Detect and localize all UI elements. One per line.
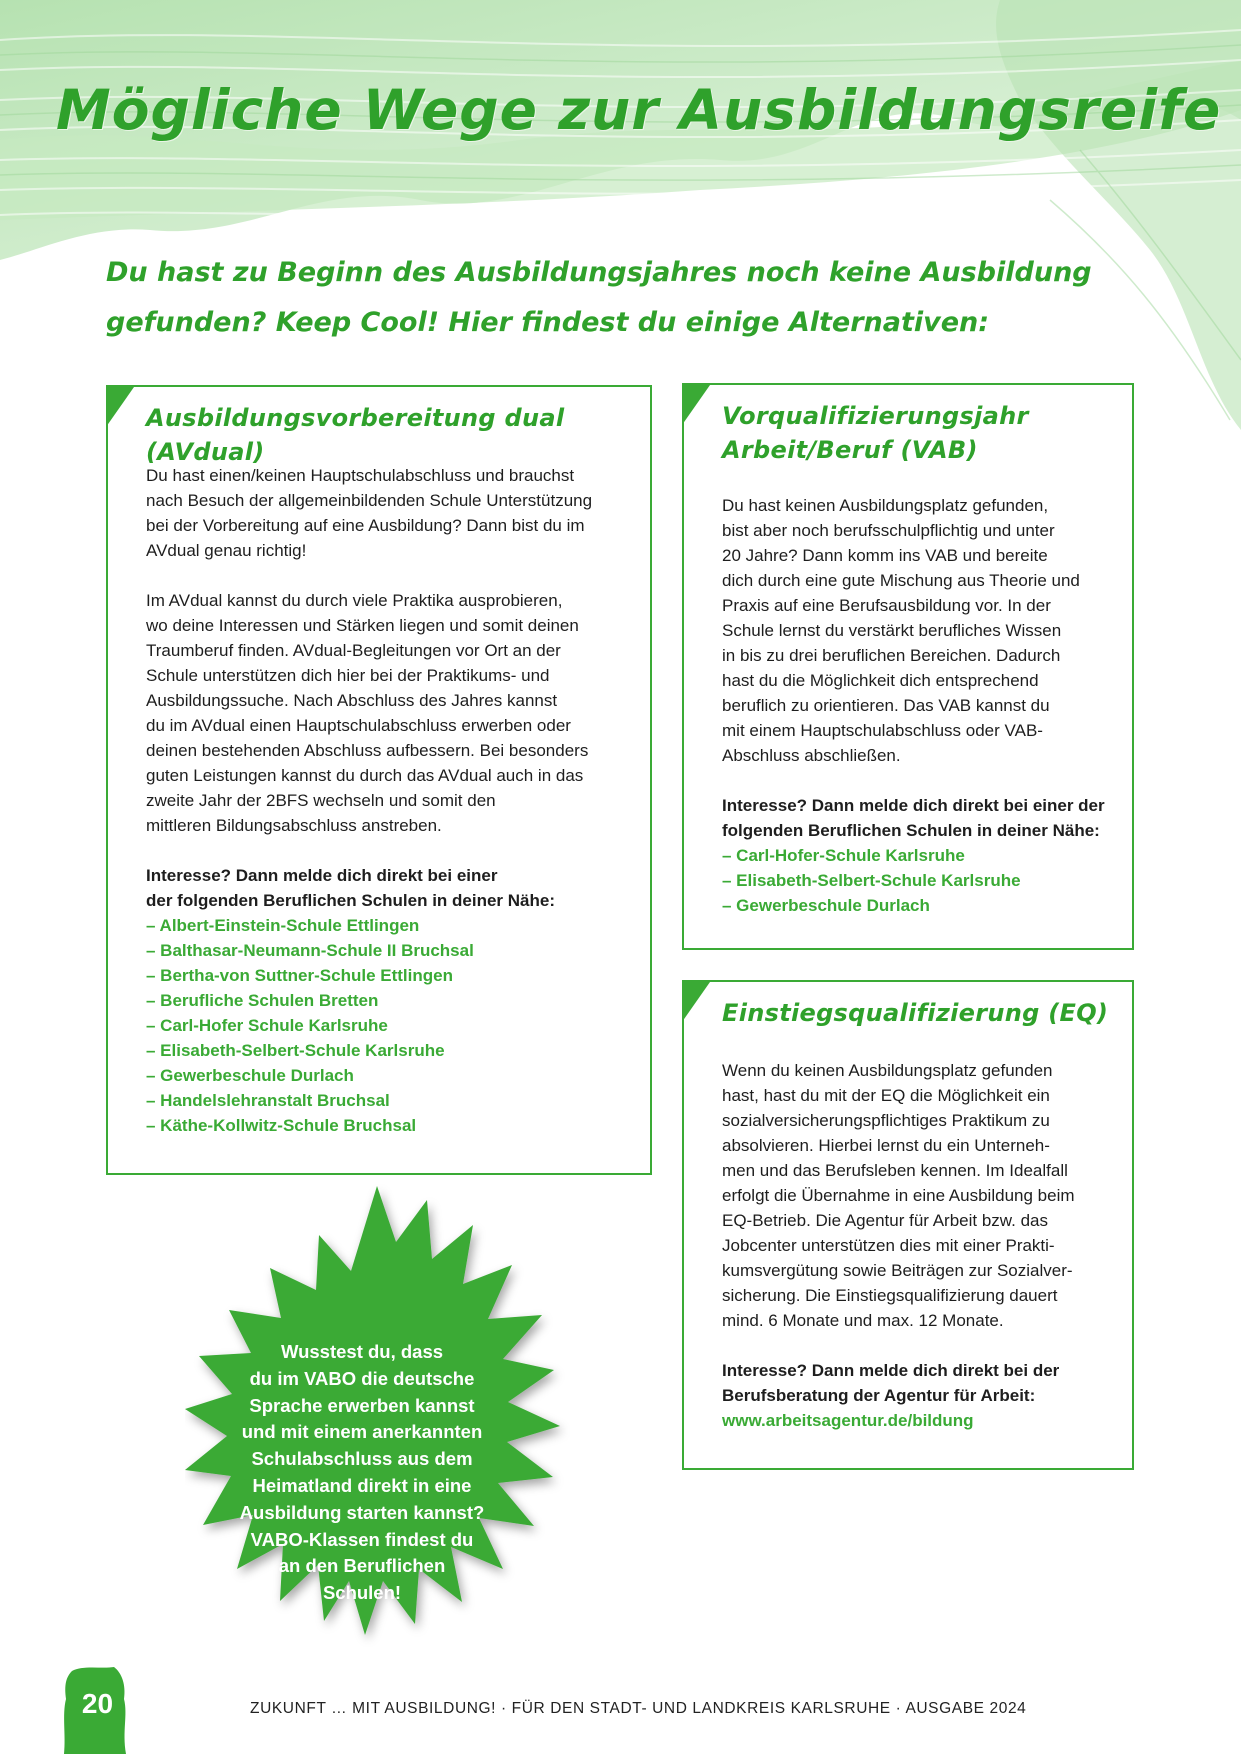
avdual-contact-prompt — [146, 863, 636, 913]
text-line: bei der Vorbereitung auf eine Ausbildung? Dann bist du im — [146, 516, 585, 535]
text-line: Abschluss abschließen. — [722, 746, 901, 765]
text-line: kumsvergütung sowie Beiträgen zur Sozialver- — [722, 1261, 1073, 1280]
text-line: absolvieren. Hierbei lernst du ein Unterneh- — [722, 1136, 1050, 1155]
text-line: deinen bestehenden Abschluss aufbessern. Bei besonders — [146, 741, 589, 760]
text-line: Schule lernst du verstärkt berufliches Wissen — [722, 621, 1062, 640]
text-line: du im VABO die deutsche — [249, 1367, 475, 1389]
text-line: Interesse? Dann melde dich direkt bei einer — [146, 866, 498, 885]
text-line: Interesse? Dann melde dich direkt bei der — [722, 1361, 1060, 1380]
corner-arrow-icon — [106, 387, 134, 427]
avdual-box — [106, 385, 652, 1175]
text-line: erfolgt die Übernahme in eine Ausbildung beim — [722, 1186, 1075, 1205]
text-line: hast du die Möglichkeit dich entsprechend — [722, 671, 1039, 690]
text-line: AVdual genau richtig! — [146, 541, 307, 560]
text-line: mit einem Hauptschulabschluss oder VAB- — [722, 721, 1043, 740]
text-line: Praxis auf eine Berufsausbildung vor. In der — [722, 596, 1051, 615]
text-line: an den Beruflichen — [278, 1555, 446, 1577]
text-line: Interesse? Dann melde dich direkt bei einer der — [722, 796, 1105, 815]
vab-contact-prompt — [722, 793, 1122, 843]
school-item: – Elisabeth-Selbert-Schule Karlsruhe — [722, 871, 1021, 890]
text-line: dich durch eine gute Mischung aus Theorie und — [722, 571, 1080, 590]
avdual-paragraph — [146, 463, 636, 563]
vab-heading — [722, 399, 1029, 467]
eq-paragraph — [722, 1058, 1122, 1333]
text-line: Berufsberatung der Agentur für Arbeit: — [722, 1386, 1036, 1405]
school-item: – Carl-Hofer Schule Karlsruhe — [146, 1016, 388, 1035]
text-line: mind. 6 Monate und max. 12 Monate. — [722, 1311, 1004, 1330]
school-item: – Käthe-Kollwitz-Schule Bruchsal — [146, 1116, 417, 1135]
school-item: – Elisabeth-Selbert-Schule Karlsruhe — [146, 1041, 445, 1060]
text-line: Heimatland direkt in eine — [252, 1474, 472, 1496]
text-line: Schulen! — [322, 1582, 402, 1604]
school-item: – Balthasar-Neumann-Schule II Bruchsal — [146, 941, 474, 960]
avdual-school-list — [146, 913, 636, 1138]
text-line: sicherung. Die Einstiegsqualifizierung dauert — [722, 1286, 1058, 1305]
text-line: sozialversicherungspflichtiges Praktikum zu — [722, 1111, 1050, 1130]
text-line: und mit einem anerkannten — [241, 1421, 483, 1443]
text-line: guten Leistungen kannst du durch das AVdual auch in das — [146, 766, 584, 785]
text-line: Du hast keinen Ausbildungsplatz gefunden, — [722, 496, 1049, 515]
heading-line: Vorqualifizierungsjahr — [722, 402, 1029, 430]
school-item: – Albert-Einstein-Schule Ettlingen — [146, 916, 420, 935]
text-line: Ausbildungssuche. Nach Abschluss des Jahres kannst — [146, 691, 558, 710]
text-line: Ausbildung starten kannst? — [239, 1501, 485, 1523]
text-line: nach Besuch der allgemeinbildenden Schule Unterstützung — [146, 491, 593, 510]
school-item: – Gewerbeschule Durlach — [146, 1066, 354, 1085]
text-line: Wenn du keinen Ausbildungsplatz gefunden — [722, 1061, 1053, 1080]
heading-line: Arbeit/Beruf (VAB) — [722, 436, 978, 464]
text-line: Sprache erwerben kannst — [249, 1394, 475, 1416]
text-line: Du hast einen/keinen Hauptschulabschluss und brauchst — [146, 466, 575, 485]
page-title: Mögliche Wege zur Ausbildungsreife — [56, 78, 1222, 142]
text-line: Wusstest du, dass — [280, 1341, 444, 1362]
text-line: Traumberuf finden. AVdual-Begleitungen vor Ort an der — [146, 641, 561, 660]
intro-line: gefunden? Keep Cool! Hier findest du einige Alternativen: — [106, 307, 990, 338]
text-line: men und das Berufsleben kennen. Im Idealfall — [722, 1161, 1068, 1180]
eq-box — [682, 980, 1134, 1470]
text-line: in bis zu drei beruflichen Bereichen. Dadurch — [722, 646, 1061, 665]
text-line: beruflich zu orientieren. Das VAB kannst du — [722, 696, 1050, 715]
school-item: – Carl-Hofer-Schule Karlsruhe — [722, 846, 965, 865]
school-item: – Bertha-von Suttner-Schule Ettlingen — [146, 966, 453, 985]
text-line: der folgenden Beruflichen Schulen in deiner Nähe: — [146, 891, 556, 910]
vab-paragraph — [722, 493, 1122, 768]
text-line: Schulabschluss aus dem — [251, 1448, 473, 1470]
school-item: – Handelslehranstalt Bruchsal — [146, 1091, 390, 1110]
text-line: Im AVdual kannst du durch viele Praktika ausprobieren, — [146, 591, 563, 610]
corner-arrow-icon — [682, 982, 710, 1022]
intro-line: Du hast zu Beginn des Ausbildungsjahres noch keine Ausbildung — [106, 257, 1092, 288]
text-line: Schule unterstützen dich hier bei der Praktikums- und — [146, 666, 550, 685]
corner-arrow-icon — [682, 385, 710, 425]
text-line: folgenden Beruflichen Schulen in deiner Nähe: — [722, 821, 1100, 840]
arbeitsagentur-link[interactable]: www.arbeitsagentur.de/bildung — [722, 1411, 974, 1430]
text-line: Jobcenter unterstützen dies mit einer Prakti- — [722, 1236, 1055, 1255]
eq-contact-prompt — [722, 1358, 1122, 1408]
intro-text — [106, 248, 1106, 348]
text-line: hast, hast du mit der EQ die Möglichkeit ein — [722, 1086, 1050, 1105]
text-line: mittleren Bildungsabschluss anstreben. — [146, 816, 442, 835]
text-line: zweite Jahr der 2BFS wechseln und somit den — [146, 791, 496, 810]
starburst-text — [215, 1339, 509, 1607]
page-number: 20 — [81, 1688, 114, 1719]
vab-school-list — [722, 843, 1122, 918]
avdual-paragraph — [146, 588, 636, 838]
text-line: VABO-Klassen findest du — [250, 1528, 474, 1550]
avdual-heading: Ausbildungsvorbereitung dual (AVdual) — [146, 404, 565, 466]
brush-stroke-background — [0, 0, 1241, 430]
vab-box — [682, 383, 1134, 950]
text-line: wo deine Interessen und Stärken liegen und somit deinen — [146, 616, 579, 635]
footer-text: ZUKUNFT … MIT AUSBILDUNG! · FÜR DEN STADT- UND LANDKREIS KARLSRUHE · AUSGABE 2024 — [250, 1700, 1027, 1717]
school-item: – Gewerbeschule Durlach — [722, 896, 930, 915]
eq-heading: Einstiegsqualifizierung (EQ) — [722, 999, 1109, 1027]
school-item: – Berufliche Schulen Bretten — [146, 991, 379, 1010]
text-line: du im AVdual einen Hauptschulabschluss erwerben oder — [146, 716, 571, 735]
text-line: EQ-Betrieb. Die Agentur für Arbeit bzw. das — [722, 1211, 1048, 1230]
text-line: 20 Jahre? Dann komm ins VAB und bereite — [722, 546, 1048, 565]
text-line: bist aber noch berufsschulpflichtig und unter — [722, 521, 1055, 540]
